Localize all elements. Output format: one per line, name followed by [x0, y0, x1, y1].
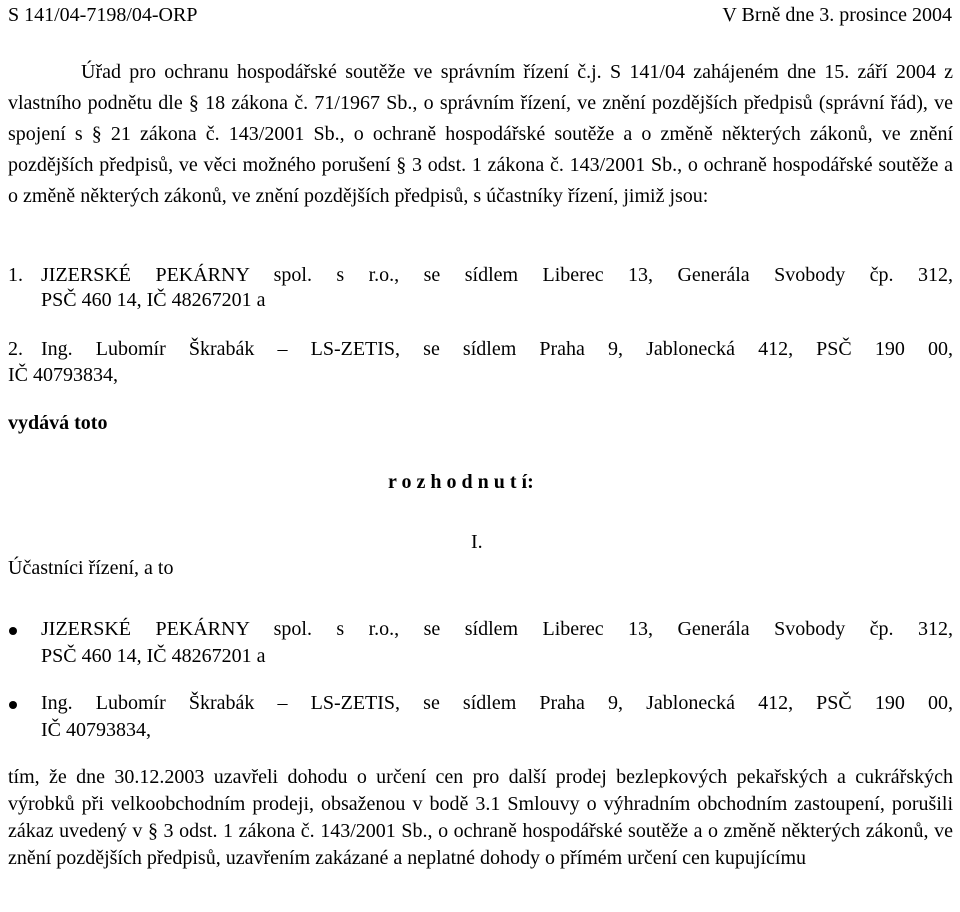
section-intro: Účastníci řízení, a to [8, 557, 174, 579]
place-date: V Brně dne 3. prosince 2004 [722, 4, 952, 26]
final-paragraph: tím, že dne 30.12.2003 uzavřeli dohodu o určení cen pro další prodej bezlepkových pekařských a cukrářských výrobků při velkoobchodním prodeji, obsaženou v bodě 3.1 Smlouvy o výhradním obchodním zastoupení, porušili zákaz uvedený v § 3 odst. 1 zákona č. 143/2001 Sb., o ochraně hospodářské soutěže a o změně některých zákonů, ve znění pozdějších předpisů, uzavřením zakázané a neplatné dohody o přímém určení cen kupujícímu [8, 766, 953, 869]
participant-line: PSČ 460 14, IČ 48267201 a [41, 289, 266, 311]
intro-paragraph: Úřad pro ochranu hospodářské soutěže ve správním řízení č.j. S 141/04 zahájeném dne 15. září 2004 z vlastního podnětu dle § 18 zákona č. 71/1967 Sb., o správním řízení, ve znění pozdějších předpisů (správní řád), ve spojení s § 21 zákona č. 143/2001 Sb., o ochraně hospodářské soutěže a o změně některých zákonů, ve znění pozdějších předpisů, ve věci možného porušení § 3 odst. 1 zákona č. 143/2001 Sb., o ochraně hospodářské soutěže a o změně některých zákonů, ve znění pozdějších předpisů, s účastníky řízení, jimiž jsou: [8, 61, 953, 207]
reference-number: S 141/04-7198/04-ORP [8, 4, 198, 26]
bullet-line: JIZERSKÉ PEKÁRNY spol. s r.o., se sídlem Liberec 13, Generála Svobody čp. 312, [41, 618, 953, 640]
bullet-icon [9, 701, 17, 709]
participant-line: IČ 40793834, [8, 364, 118, 386]
decision-heading: r o z h o d n u t í: [388, 471, 534, 493]
bullet-line: Ing. Lubomír Škrabák – LS-ZETIS, se sídlem Praha 9, Jablonecká 412, PSČ 190 00, [41, 692, 953, 714]
participant-number: 2. [8, 338, 23, 360]
bullet-line: PSČ 460 14, IČ 48267201 a [41, 645, 266, 667]
section-numeral: I. [471, 531, 483, 553]
bullet-line: IČ 40793834, [41, 719, 151, 741]
participant-line: JIZERSKÉ PEKÁRNY spol. s r.o., se sídlem Liberec 13, Generála Svobody čp. 312, [41, 264, 953, 286]
participant-number: 1. [8, 264, 23, 286]
participant-line: Ing. Lubomír Škrabák – LS-ZETIS, se sídlem Praha 9, Jablonecká 412, PSČ 190 00, [41, 338, 953, 360]
issues-label: vydává toto [8, 412, 108, 434]
bullet-icon [9, 627, 17, 635]
